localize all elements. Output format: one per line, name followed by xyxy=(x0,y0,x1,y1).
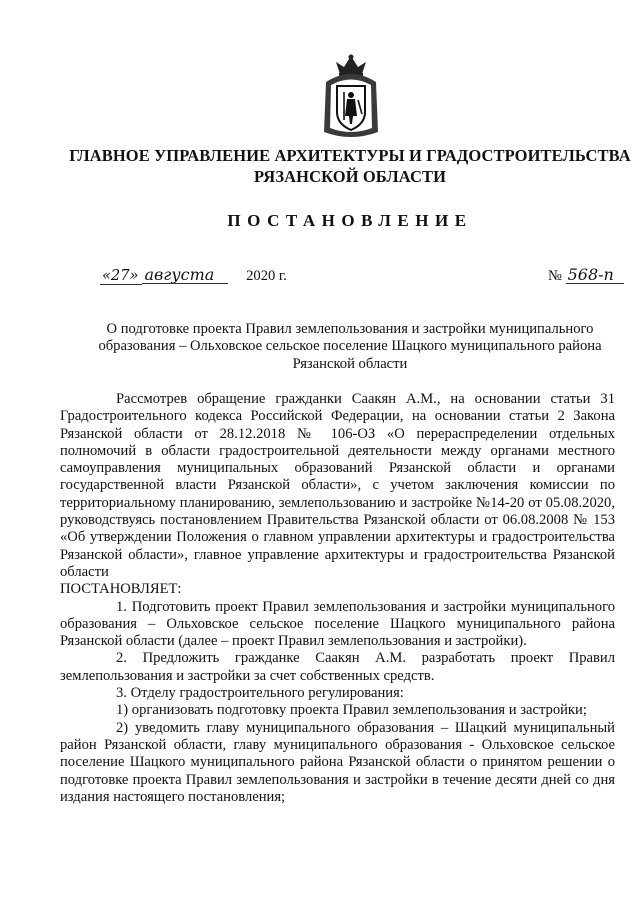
item-3-2-paragraph: 2) уведомить главу муниципального образования – Шацкий муниципальный район Рязанской области, главу муниципального образования - Ольховское сельское поселение Шацкого муниципального района Рязанской области о принятом решении о подготовке проекта Правил землепользования и застройки в течение десяти дней со дня издания настоящего постановления; xyxy=(60,719,615,805)
document-date xyxy=(100,266,287,285)
date-day-handwritten: «27» xyxy=(100,267,142,285)
document-body xyxy=(60,391,615,806)
subject-line1: О подготовке проекта Правил землепользования и застройки муниципального xyxy=(106,321,594,337)
organization-name-line2: РЯЗАНСКОЙ ОБЛАСТИ xyxy=(253,167,447,186)
decree-word: ПОСТАНОВЛЯЕТ: xyxy=(60,581,182,598)
date-month-handwritten: августа xyxy=(142,266,228,284)
organization-name-line1: ГЛАВНОЕ УПРАВЛЕНИЕ АРХИТЕКТУРЫ И ГРАДОСТРОИТЕЛЬСТВА xyxy=(69,146,631,165)
preamble-paragraph: Рассмотрев обращение гражданки Саакян А.М., на основании статьи 31 Градостроительного кодекса Российской Федерации, на основании статьи 2 Закона Рязанской области от 28.12.2018 № 106-ОЗ «О перераспределении отдельных полномочий в области градостроительной деятельности между органами местного самоуправления муниципальных образований Рязанской области и органами государственной власти Рязанской области», с учетом заключения комиссии по территориальному планированию, землепользованию и застройке №14-20 от 05.08.2020, руководствуясь постановлением Правительства Рязанской области от 06.08.2008 № 153 «Об утверждении Положения о главном управлении архитектуры и градостроительства Рязанской области», главное управление архитектуры и градостроительства Рязанской области xyxy=(60,391,615,580)
subject-line3: Рязанской области xyxy=(292,355,408,372)
date-year: 2020 г. xyxy=(246,268,287,284)
number-value-handwritten: 568-п xyxy=(566,266,624,284)
number-prefix: № xyxy=(548,268,562,284)
item-2-paragraph: 2. Предложить гражданке Саакян А.М. разработать проект Правил землепользования и застройки за счет собственных средств. xyxy=(60,650,615,684)
document-type-title: ПОСТАНОВЛЕНИЕ xyxy=(227,211,473,230)
document-subject xyxy=(60,321,640,373)
document-number xyxy=(548,266,624,285)
subject-line2: образования – Ольховское сельское поселение Шацкого муниципального района xyxy=(98,338,602,355)
item-3-paragraph: 3. Отделу градостроительного регулирования: xyxy=(116,685,404,702)
ryazan-coat-of-arms-icon xyxy=(322,52,380,140)
item-3-1-paragraph: 1) организовать подготовку проекта Правил землепользования и застройки; xyxy=(116,702,587,719)
organization-name xyxy=(60,145,640,187)
item-1-paragraph: 1. Подготовить проект Правил землепользования и застройки муниципального образования – Ольховское сельское поселение Шацкого муниципального района Рязанской области (далее – проект Правил землепользования и застройки). xyxy=(60,598,615,650)
